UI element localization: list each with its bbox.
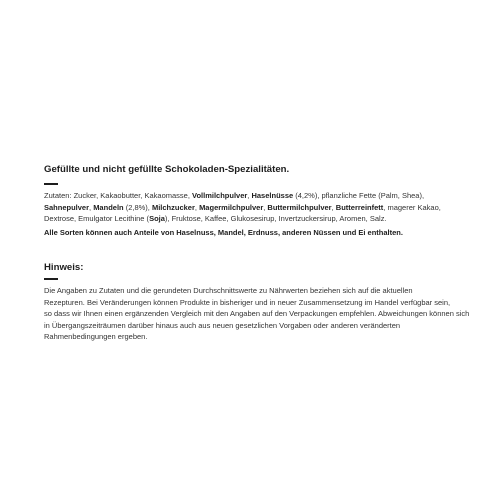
ingredient-allergen: Haselnüsse bbox=[251, 191, 294, 200]
hint-heading: Hinweis: bbox=[44, 262, 84, 273]
title-underline bbox=[44, 183, 58, 185]
ingredient-text: , bbox=[331, 202, 336, 212]
ingredient-text: , bbox=[89, 202, 94, 212]
hint-text bbox=[44, 285, 474, 343]
ingredient-allergen: Soja bbox=[149, 214, 165, 224]
hint-line: so dass wir Ihnen einen ergänzenden Vergleich mit den Angaben auf den Verpackungen empfehlen. Abweichungen können sich bbox=[44, 309, 470, 319]
ingredient-text: (2,8%), bbox=[123, 202, 152, 212]
ingredient-text: , bbox=[263, 202, 268, 212]
ingredient-allergen: Magermilchpulver bbox=[199, 202, 264, 212]
ingredients-line bbox=[44, 213, 472, 225]
hint-underline bbox=[44, 278, 58, 280]
ingredient-allergen: Sahnepulver bbox=[44, 202, 90, 212]
ingredient-allergen: Milchzucker bbox=[151, 202, 195, 212]
ingredient-allergen: Butterreinfett bbox=[335, 202, 384, 212]
hint-line: Die Angaben zu Zutaten und die gerundeten Durchschnittswerte zu Nährwerten beziehen sich auf die aktuellen bbox=[44, 286, 413, 295]
ingredient-text: Zutaten: Zucker, Kakaobutter, Kakaomasse, bbox=[44, 191, 192, 200]
allergen-notice: Alle Sorten können auch Anteile von Haselnuss, Mandel, Erdnuss, anderen Nüssen und Ei enthalten. bbox=[44, 228, 403, 237]
ingredient-text: , bbox=[247, 191, 252, 200]
ingredient-text: Dextrose, Emulgator Lecithine ( bbox=[44, 214, 150, 224]
hint-line: Rezepturen. Bei Veränderungen können Produkte in bisheriger und in neuer Zusammensetzung im Handel verfügbar sein, bbox=[44, 297, 451, 307]
hint-line: in Übergangszeiträumen darüber hinaus auch aus neuen gesetzlichen Vorgaben oder anderen veränderten bbox=[44, 320, 401, 330]
ingredient-allergen: Buttermilchpulver bbox=[267, 202, 332, 212]
ingredient-allergen: Vollmilchpulver bbox=[192, 191, 248, 200]
ingredient-text: ), Fruktose, Kaffee, Glukosesirup, Invertzuckersirup, Aromen, Salz. bbox=[164, 214, 387, 224]
ingredient-text: , magerer Kakao, bbox=[383, 202, 441, 212]
ingredients-line bbox=[44, 202, 472, 214]
section-title: Gefüllte und nicht gefüllte Schokoladen-Spezialitäten. bbox=[44, 164, 290, 175]
ingredient-text: (4,2%), pflanzliche Fette (Palm, Shea), bbox=[293, 191, 425, 200]
ingredient-allergen: Mandeln bbox=[93, 202, 124, 212]
ingredients-line bbox=[44, 190, 472, 202]
ingredient-text: , bbox=[194, 202, 200, 212]
ingredients-text bbox=[44, 190, 472, 225]
hint-line: Rahmenbedingungen ergeben. bbox=[44, 332, 148, 342]
